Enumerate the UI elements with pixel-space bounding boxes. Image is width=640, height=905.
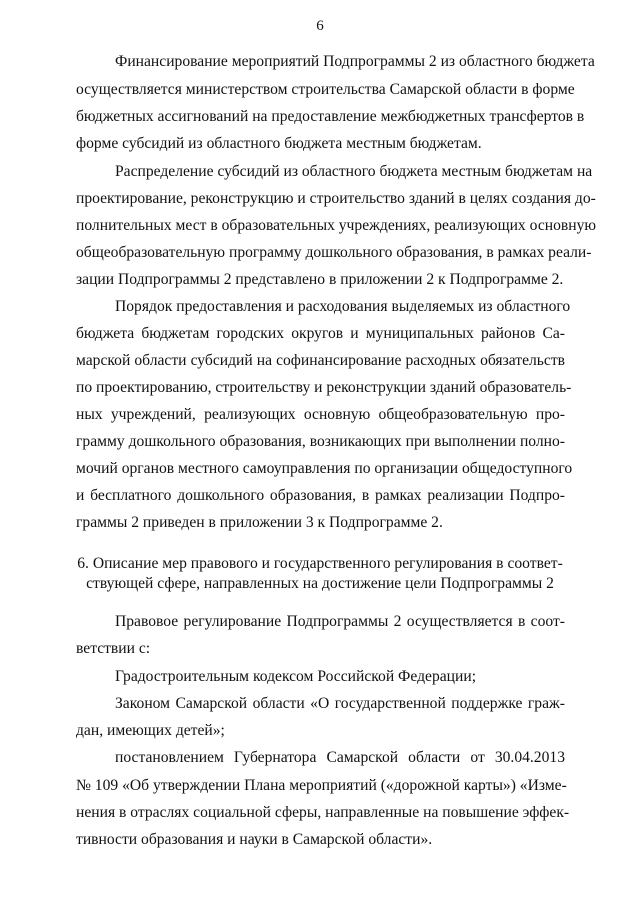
paragraph-6-line-1: Законом Самарской области «О государственной поддержке граж- xyxy=(115,695,565,712)
paragraph-3-line-4: по проектированию, строительству и реконструкции зданий образователь- xyxy=(76,379,572,396)
paragraph-2-line-1: Распределение субсидий из областного бюджета местным бюджетам на xyxy=(115,163,593,180)
paragraph-3-line-7: мочий органов местного самоуправления по организации общедоступного xyxy=(76,460,573,477)
section-heading-line-2: ствующей сфере, направленных на достижение цели Подпрограммы 2 xyxy=(86,575,554,592)
paragraph-1-line-3: бюджетных ассигнований на предоставление межбюджетных трансфертов в xyxy=(76,108,585,125)
paragraph-4-line-1: Правовое регулирование Подпрограммы 2 осуществляется в соот- xyxy=(115,613,565,630)
paragraph-7-line-3: нения в отраслях социальной сферы, направленные на повышение эффек- xyxy=(76,804,570,821)
paragraph-1-line-2: осуществляется министерством строительства Самарской области в форме xyxy=(76,81,575,98)
paragraph-7-line-1: постановлением Губернатора Самарской области от 30.04.2013 xyxy=(115,749,565,766)
paragraph-3-line-5: ных учреждений, реализующих основную общеобразовательную про- xyxy=(76,406,565,423)
paragraph-1-line-4: форме субсидий из областного бюджета местным бюджетам. xyxy=(76,135,482,152)
paragraph-3-line-9: граммы 2 приведен в приложении 3 к Подпрограмме 2. xyxy=(76,514,443,531)
section-heading-line-1: 6. Описание мер правового и государственного регулирования в соответ- xyxy=(77,555,563,572)
paragraph-2-line-5: зации Подпрограммы 2 представлено в приложении 2 к Подпрограмме 2. xyxy=(76,271,564,288)
paragraph-2-line-3: полнительных мест в образовательных учреждениях, реализующих основную xyxy=(76,217,597,234)
paragraph-3-line-6: грамму дошкольного образования, возникающих при выполнении полно- xyxy=(76,433,565,450)
paragraph-3-line-2: бюджета бюджетам городских округов и муниципальных районов Са- xyxy=(76,325,565,342)
paragraph-4-line-2: ветствии с: xyxy=(76,640,151,657)
paragraph-7-line-2: № 109 «Об утверждении Плана мероприятий («дорожной карты») «Изме- xyxy=(76,777,567,794)
paragraph-2-line-2: проектирование, реконструкцию и строительство зданий в целях создания до- xyxy=(76,190,596,207)
paragraph-3-line-3: марской области субсидий на софинансирование расходных обязательств xyxy=(76,352,565,369)
paragraph-3-line-1: Порядок предоставления и расходования выделяемых из областного xyxy=(115,298,571,315)
paragraph-1-line-1: Финансирование мероприятий Подпрограммы 2 из областного бюджета xyxy=(115,53,595,70)
page-number: 6 xyxy=(316,18,324,34)
paragraph-6-line-2: дан, имеющих детей»; xyxy=(76,722,225,739)
paragraph-3-line-8: и бесплатного дошкольного образования, в рамках реализации Подпро- xyxy=(76,487,565,504)
paragraph-2-line-4: общеобразовательную программу дошкольного образования, в рамках реали- xyxy=(76,244,592,261)
paragraph-7-line-4: тивности образования и науки в Самарской области». xyxy=(76,831,433,848)
paragraph-5-line-1: Градостроительным кодексом Российской Федерации; xyxy=(115,668,477,685)
